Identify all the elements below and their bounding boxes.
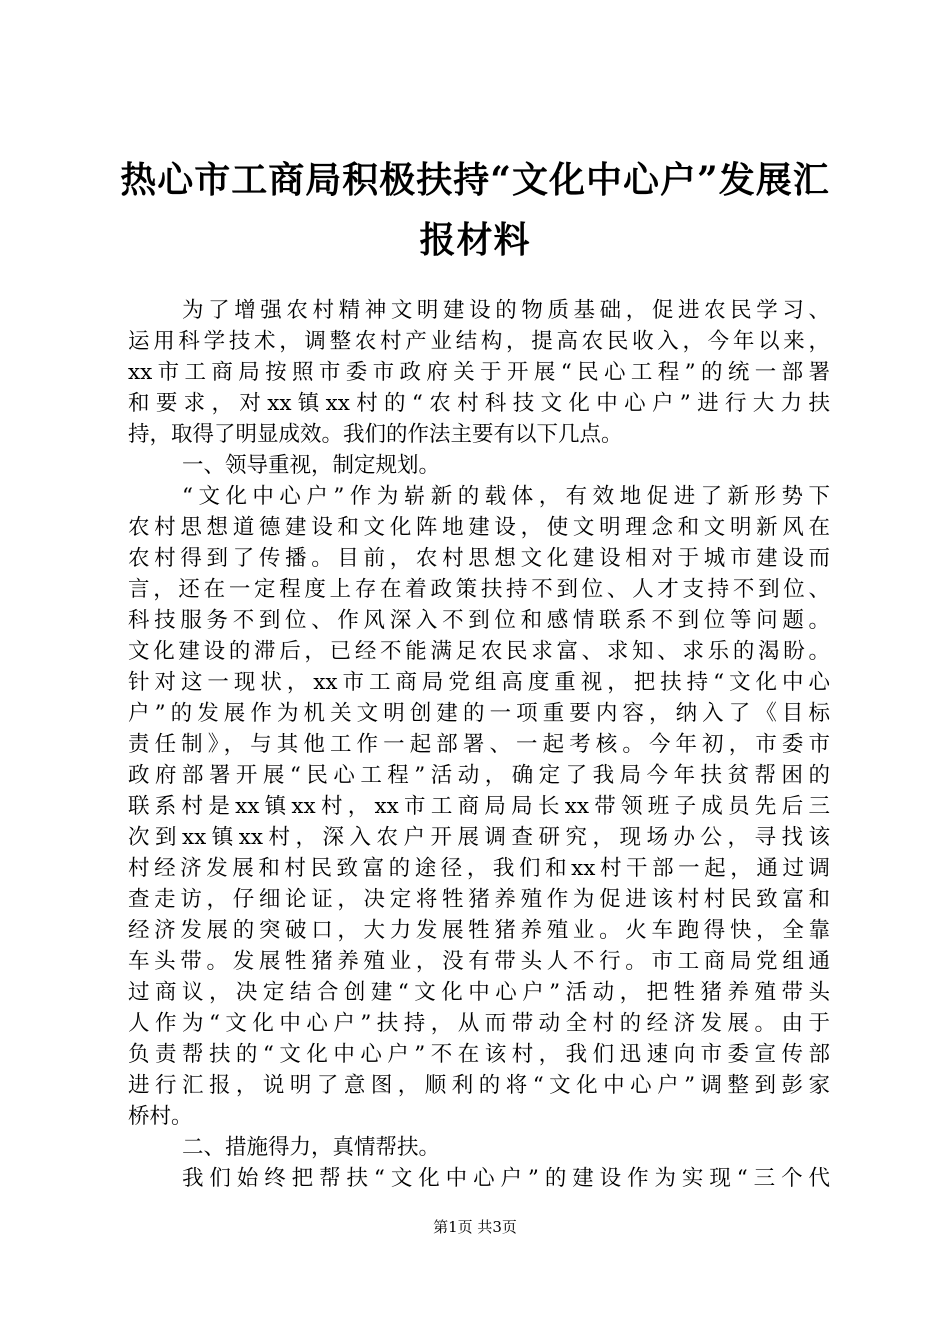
body-line: 负责帮扶的“文化中心户”不在该村，我们迅速向市委宣传部 [128, 1042, 830, 1067]
body-line: 持，取得了明显成效。我们的作法主要有以下几点。 [128, 422, 623, 447]
body-line: 我们始终把帮扶“文化中心户”的建设作为实现“三个代 [182, 1166, 830, 1191]
section-heading-1: 一、领导重视，制定规划。 [182, 453, 441, 478]
document-title-line-1: 热心市工商局积极扶持“文化中心户”发展汇 [120, 159, 830, 201]
body-line: 和要求，对xx镇xx村的“农村科技文化中心户”进行大力扶 [128, 391, 830, 416]
body-line: 言，还在一定程度上存在着政策扶持不到位、人才支持不到位、 [128, 577, 830, 602]
body-line: 文化建设的滞后，已经不能满足农民求富、求知、求乐的渴盼。 [128, 639, 830, 664]
body-line: 责任制》，与其他工作一起部署、一起考核。今年初，市委市 [128, 732, 830, 757]
section-heading-2: 二、措施得力，真情帮扶。 [182, 1135, 441, 1160]
body-line: 次到xx镇xx村，深入农户开展调查研究，现场办公，寻找该 [128, 825, 830, 850]
body-line: 经济发展的突破口，大力发展牲猪养殖业。火车跑得快，全靠 [128, 918, 830, 943]
body-line: 针对这一现状，xx市工商局党组高度重视，把扶持“文化中心 [128, 670, 830, 695]
body-line: xx市工商局按照市委市政府关于开展“民心工程”的统一部署 [128, 360, 830, 385]
body-line: 村经济发展和村民致富的途径，我们和xx村干部一起，通过调 [128, 856, 830, 881]
body-line: 运用科学技术，调整农村产业结构，提高农民收入，今年以来， [128, 329, 830, 354]
page-footer: 第1页 共3页 [433, 1218, 517, 1236]
body-line: 人作为“文化中心户”扶持，从而带动全村的经济发展。由于 [128, 1011, 830, 1036]
body-line: 车头带。发展牲猪养殖业，没有带头人不行。市工商局党组通 [128, 949, 830, 974]
body-line: 农村得到了传播。目前，农村思想文化建设相对于城市建设而 [128, 546, 830, 571]
body-line: 科技服务不到位、作风深入不到位和感情联系不到位等问题。 [128, 608, 830, 633]
document-title-line-2: 报材料 [419, 219, 531, 261]
body-line: 进行汇报，说明了意图，顺利的将“文化中心户”调整到彭家 [128, 1073, 830, 1098]
body-line: 过商议，决定结合创建“文化中心户”活动，把牲猪养殖带头 [128, 980, 830, 1005]
body-line: “文化中心户”作为崭新的载体，有效地促进了新形势下 [182, 484, 830, 509]
body-line: 户”的发展作为机关文明创建的一项重要内容，纳入了《目标 [128, 701, 830, 726]
body-line: 为了增强农村精神文明建设的物质基础，促进农民学习、 [182, 298, 830, 323]
body-line: 联系村是xx镇xx村，xx市工商局局长xx带领班子成员先后三 [128, 794, 830, 819]
body-line: 农村思想道德建设和文化阵地建设，使文明理念和文明新风在 [128, 515, 830, 540]
body-line: 查走访，仔细论证，决定将牲猪养殖作为促进该村村民致富和 [128, 887, 830, 912]
body-line: 政府部署开展“民心工程”活动，确定了我局今年扶贫帮困的 [128, 763, 830, 788]
body-line: 桥村。 [128, 1104, 193, 1129]
